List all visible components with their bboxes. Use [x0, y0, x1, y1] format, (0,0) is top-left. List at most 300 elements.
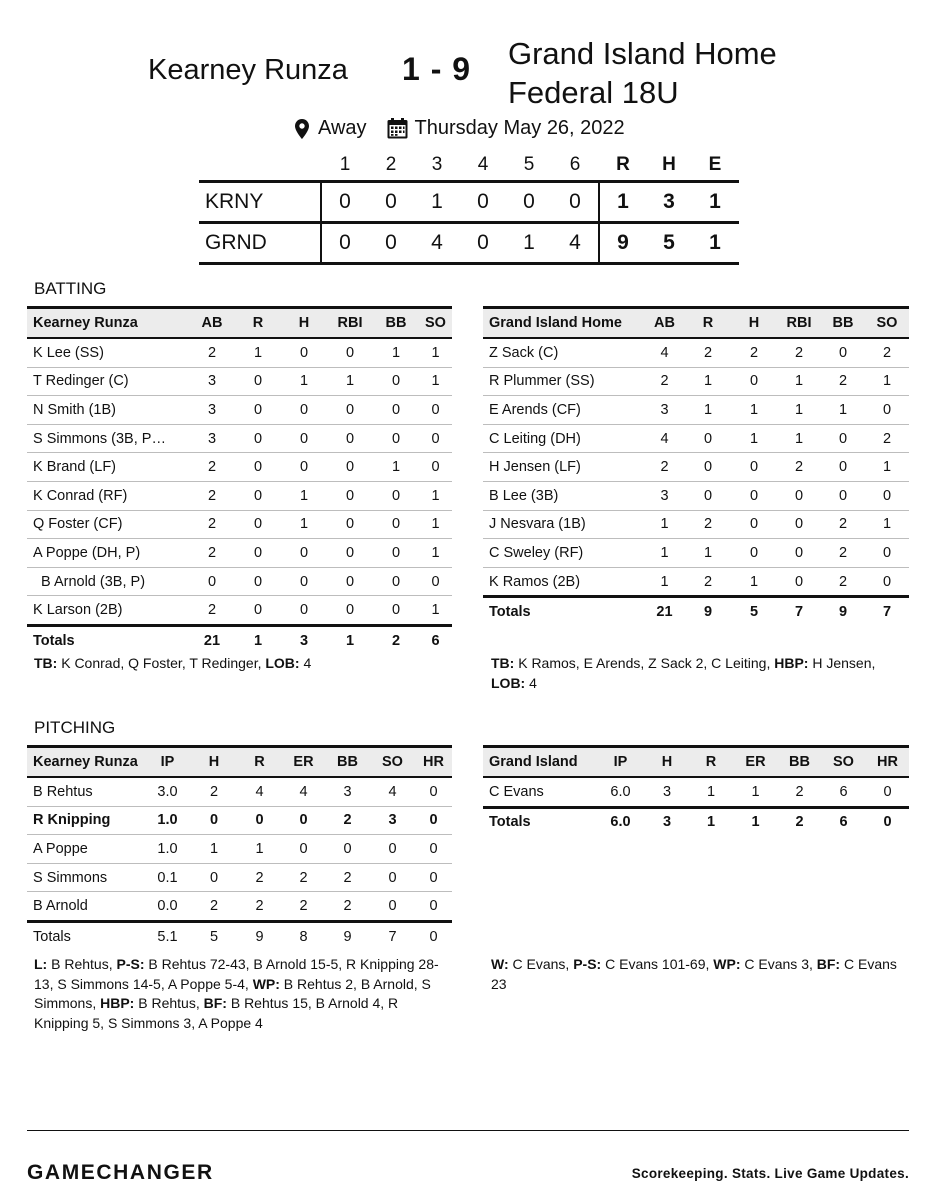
stat-cell: 0: [838, 459, 848, 476]
stat-cell: 3: [299, 632, 309, 649]
note-label: LOB:: [491, 674, 526, 691]
stat-cell: BB: [832, 315, 854, 331]
table-row: [483, 368, 909, 397]
stat-cell: 1: [431, 544, 440, 561]
name-cell: Totals: [33, 632, 75, 649]
line-score: [199, 150, 739, 265]
stat-cell: 1: [253, 344, 263, 361]
stat-cell: 1: [299, 373, 309, 390]
stat-cell: 0: [388, 898, 397, 915]
stat-cell: R: [705, 754, 717, 770]
stat-cell: 0: [345, 401, 355, 418]
home-team-name: Grand Island Home Federal 18U: [508, 36, 777, 110]
stat-cell: 1: [706, 783, 716, 800]
stat-cell: 1: [749, 430, 759, 447]
game-date: Thursday May 26, 2022: [414, 117, 625, 139]
inning-runs: 1: [431, 190, 443, 213]
stat-cell: 1: [299, 516, 309, 533]
stat-cell: 2: [255, 869, 264, 886]
stat-cell: 0: [703, 459, 713, 476]
stat-cell: 3: [660, 401, 669, 418]
stat-cell: 0: [299, 344, 309, 361]
name-cell: B Rehtus: [33, 783, 93, 800]
stat-cell: 0: [299, 401, 309, 418]
stat-cell: 0: [429, 840, 438, 857]
stat-cell: 1: [882, 459, 892, 476]
stat-cell: 0: [703, 430, 713, 447]
total-runs: 1: [617, 190, 629, 213]
stat-cell: ER: [293, 754, 314, 770]
stat-cell: 0: [345, 516, 355, 533]
stat-cell: 0: [749, 544, 759, 561]
away-team-name: Kearney Runza: [148, 54, 348, 86]
stat-cell: 0: [882, 401, 892, 418]
stat-cell: 2: [299, 869, 308, 886]
stat-cell: 2: [882, 344, 892, 361]
batting-table-away: [27, 306, 452, 655]
stat-cell: 4: [660, 430, 669, 447]
stat-cell: 1: [794, 401, 804, 418]
gamechanger-logo: GAMECHANGER: [27, 1161, 214, 1184]
stat-cell: 0: [391, 401, 401, 418]
stat-cell: SO: [876, 315, 898, 331]
table-row: [27, 339, 452, 368]
totals-row: [27, 923, 452, 951]
stat-cell: 21: [656, 604, 673, 621]
stat-cell: R: [254, 754, 265, 770]
stat-cell: 1: [838, 401, 848, 418]
note-value: B Rehtus,: [47, 956, 117, 972]
stat-cell: 4: [299, 783, 308, 800]
table-row: [483, 339, 909, 368]
note-value: 4: [525, 674, 537, 691]
runs-header: R: [616, 154, 630, 175]
table-row: [483, 425, 909, 454]
inning-header: 1: [339, 154, 351, 175]
table-row: [27, 511, 452, 540]
name-cell: R Knipping: [33, 812, 111, 829]
name-cell: E Arends (CF): [489, 401, 581, 418]
note-label: BF:: [203, 995, 227, 1011]
stat-cell: 1: [749, 573, 759, 590]
note-value: C Evans 101-69,: [601, 956, 714, 972]
stat-cell: 1: [431, 602, 440, 619]
stat-cell: 0: [391, 544, 401, 561]
stat-cell: 4: [388, 783, 397, 800]
stat-cell: 0: [299, 812, 308, 829]
inning-header: 6: [569, 154, 581, 175]
note-label: L:: [34, 956, 48, 972]
name-cell: Grand Island Home: [489, 315, 622, 331]
note-value: B Rehtus,: [134, 995, 204, 1011]
stat-cell: 2: [795, 814, 804, 831]
stat-cell: 0: [255, 812, 264, 829]
inning-runs: 1: [523, 231, 535, 254]
stat-cell: 0: [391, 516, 401, 533]
stat-cell: 1.0: [157, 812, 178, 829]
stat-cell: 0: [429, 898, 438, 915]
stat-cell: 0: [749, 373, 759, 390]
table-header-row: [27, 306, 452, 339]
name-cell: A Poppe: [33, 840, 88, 857]
stat-cell: 1: [660, 516, 669, 533]
table-row: [483, 778, 909, 809]
note-label: LOB:: [265, 655, 300, 671]
table-row: [27, 778, 452, 807]
note-value: H Jensen,: [808, 655, 876, 671]
total-hits: 3: [663, 190, 675, 213]
stat-cell: 9: [343, 928, 352, 945]
stat-cell: 0: [429, 812, 438, 829]
stat-cell: 2: [703, 344, 713, 361]
team-abbrev: GRND: [205, 231, 267, 254]
footer-tagline: Scorekeeping. Stats. Live Game Updates.: [631, 1166, 909, 1181]
note-label: HBP:: [774, 655, 809, 671]
stat-cell: 4: [255, 783, 264, 800]
stat-cell: 6: [431, 632, 440, 649]
stat-cell: 2: [794, 344, 804, 361]
total-hits: 5: [663, 231, 675, 254]
batting-notes-home: [491, 654, 891, 693]
calendar-icon: [387, 118, 408, 139]
table-row: [27, 596, 452, 627]
table-row: [27, 864, 452, 893]
stat-cell: 0: [431, 573, 440, 590]
name-cell: B Lee (3B): [489, 487, 559, 504]
hits-header: H: [662, 154, 676, 175]
stat-cell: AB: [654, 315, 675, 331]
stat-cell: BB: [337, 754, 358, 770]
stat-cell: 3: [207, 430, 217, 447]
stat-cell: 2: [795, 783, 804, 800]
stat-cell: 9: [703, 604, 713, 621]
stat-cell: 2: [703, 516, 713, 533]
stat-cell: 0: [882, 487, 892, 504]
stat-cell: H: [208, 754, 220, 770]
stat-cell: R: [702, 315, 714, 331]
stat-cell: 0: [429, 783, 438, 800]
inning-runs: 0: [523, 190, 535, 213]
stat-cell: 2: [838, 573, 848, 590]
stat-cell: 1: [431, 516, 440, 533]
stat-cell: H: [748, 315, 760, 331]
inning-header: 2: [385, 154, 397, 175]
final-score: 1 - 9: [402, 51, 472, 87]
inning-runs: 0: [339, 190, 351, 213]
name-cell: K Ramos (2B): [489, 573, 581, 590]
inning-runs: 0: [385, 190, 397, 213]
inning-runs: 0: [477, 231, 489, 254]
stat-cell: 5: [749, 604, 759, 621]
line-score-row-home: [199, 221, 739, 265]
stat-cell: 3: [660, 487, 669, 504]
stat-cell: SO: [425, 315, 446, 331]
stat-cell: 0: [431, 430, 440, 447]
name-cell: Totals: [489, 604, 531, 621]
name-cell: K Larson (2B): [33, 602, 123, 619]
stat-cell: 0: [299, 430, 309, 447]
stat-cell: 1: [660, 573, 669, 590]
stat-cell: 1: [749, 401, 759, 418]
footer-divider: [27, 1130, 909, 1131]
note-value: C Evans,: [508, 956, 574, 972]
stat-cell: 3: [662, 783, 672, 800]
stat-cell: 0: [299, 840, 308, 857]
table-row: [27, 453, 452, 482]
note-value: B Rehtus 15, B Arnold 4, R Knipping 5, S Simmons 3, A Poppe 4: [34, 995, 399, 1031]
table-row: [483, 396, 909, 425]
stat-cell: 0.0: [157, 898, 178, 915]
stat-cell: 2: [207, 544, 217, 561]
table-row: [27, 396, 452, 425]
inning-runs: 0: [477, 190, 489, 213]
stat-cell: 0: [253, 487, 263, 504]
stat-cell: 1: [751, 814, 760, 831]
stat-cell: 0: [209, 812, 219, 829]
stat-cell: 3.0: [157, 783, 178, 800]
stat-cell: 2: [255, 898, 264, 915]
stat-cell: 0: [207, 573, 217, 590]
team-abbrev: KRNY: [205, 190, 264, 213]
table-header-row: [27, 745, 452, 778]
note-label: P-S:: [573, 956, 602, 972]
name-cell: B Arnold: [33, 898, 88, 915]
stat-cell: 1: [391, 344, 401, 361]
stat-cell: 9: [838, 604, 848, 621]
table-row: [483, 568, 909, 599]
stat-cell: 2: [343, 869, 352, 886]
stat-cell: ER: [745, 754, 766, 770]
table-row: [483, 482, 909, 511]
stat-cell: 7: [794, 604, 804, 621]
inning-header: 4: [477, 154, 489, 175]
stat-cell: 0: [391, 487, 401, 504]
batting-notes-away: [34, 654, 444, 674]
name-cell: S Simmons: [33, 869, 108, 886]
stat-cell: 2: [794, 459, 804, 476]
stat-cell: 1: [299, 487, 309, 504]
name-cell: Kearney Runza: [33, 315, 138, 331]
stat-cell: 2: [660, 459, 669, 476]
stat-cell: 0: [431, 459, 440, 476]
note-label: WP:: [713, 956, 741, 972]
stat-cell: 1: [345, 373, 355, 390]
note-value: K Conrad, Q Foster, T Redinger,: [57, 655, 266, 671]
stat-cell: 0: [343, 840, 352, 857]
table-row: [27, 568, 452, 597]
note-value: C Evans 23: [491, 956, 897, 992]
inning-runs: 0: [385, 231, 397, 254]
note-label: HBP:: [100, 995, 135, 1011]
stat-cell: 1: [345, 632, 355, 649]
stat-cell: 0: [345, 487, 355, 504]
stat-cell: 0: [345, 544, 355, 561]
inning-runs: 0: [339, 231, 351, 254]
stat-cell: SO: [382, 754, 403, 770]
stat-cell: 0: [794, 516, 804, 533]
name-cell: J Nesvara (1B): [489, 516, 586, 533]
stat-cell: 2: [838, 516, 848, 533]
stat-cell: 0: [253, 573, 263, 590]
table-row: [483, 539, 909, 568]
stat-cell: HR: [877, 754, 898, 770]
stat-cell: 0: [883, 783, 892, 800]
note-value: B Rehtus 72-43, B Arnold 15-5, R Knipping 28-13, S Simmons 14-5, A Poppe 5-4,: [34, 956, 439, 992]
stat-cell: 0: [253, 544, 263, 561]
stat-cell: 0: [345, 430, 355, 447]
name-cell: C Evans: [489, 783, 544, 800]
stat-cell: 0: [253, 373, 263, 390]
stat-cell: 2: [749, 344, 759, 361]
stat-cell: 1: [703, 401, 713, 418]
table-header-row: [483, 306, 909, 339]
stat-cell: BB: [789, 754, 810, 770]
inning-runs: 4: [569, 231, 581, 254]
name-cell: H Jensen (LF): [489, 459, 581, 476]
stat-cell: 1: [703, 544, 713, 561]
stat-cell: 3: [343, 783, 352, 800]
stat-cell: 7: [882, 604, 892, 621]
stat-cell: 0: [429, 928, 438, 945]
location-pin-icon: [295, 119, 309, 139]
stat-cell: 0: [253, 459, 263, 476]
stat-cell: 6: [839, 814, 848, 831]
stat-cell: 2: [343, 898, 352, 915]
stat-cell: 1: [703, 373, 713, 390]
stat-cell: 6: [839, 783, 848, 800]
stat-cell: 2: [209, 783, 219, 800]
stat-cell: 6.0: [610, 783, 631, 800]
stat-cell: 2: [207, 516, 217, 533]
stat-cell: 0: [391, 373, 401, 390]
stat-cell: 9: [255, 928, 264, 945]
stat-cell: 2: [207, 344, 217, 361]
stat-cell: 0: [345, 459, 355, 476]
pitching-notes-away: [34, 955, 444, 1033]
table-row: [27, 368, 452, 397]
name-cell: K Conrad (RF): [33, 487, 128, 504]
note-label: W:: [491, 956, 509, 972]
note-label: P-S:: [116, 956, 145, 972]
table-row: [483, 511, 909, 540]
stat-cell: 0: [391, 602, 401, 619]
note-label: BF:: [816, 956, 841, 972]
stat-cell: 0: [391, 573, 401, 590]
name-cell: K Brand (LF): [33, 459, 116, 476]
stat-cell: 0: [299, 544, 309, 561]
name-cell: Totals: [489, 814, 531, 831]
stat-cell: 0: [345, 602, 355, 619]
line-score-row-away: [199, 180, 739, 221]
batting-table-home: [483, 306, 909, 626]
stat-cell: 2: [838, 544, 848, 561]
stat-cell: RBI: [337, 315, 363, 331]
stat-cell: 1: [794, 430, 804, 447]
stat-cell: 1: [706, 814, 716, 831]
name-cell: A Poppe (DH, P): [33, 544, 141, 561]
name-cell: Z Sack (C): [489, 344, 559, 361]
stat-cell: H: [661, 754, 673, 770]
stat-cell: AB: [201, 315, 223, 331]
stat-cell: R: [252, 315, 264, 331]
name-cell: Grand Island: [489, 754, 578, 770]
name-cell: Kearney Runza: [33, 754, 138, 770]
stat-cell: 0: [345, 573, 355, 590]
name-cell: B Arnold (3B, P): [33, 573, 146, 590]
total-errors: 1: [709, 231, 721, 254]
stat-cell: 21: [203, 632, 221, 649]
name-cell: S Simmons (3B, P…: [33, 430, 166, 447]
stat-cell: 0: [838, 487, 848, 504]
name-cell: N Smith (1B): [33, 401, 116, 418]
stat-cell: 0: [253, 401, 263, 418]
stat-cell: 0.1: [157, 869, 178, 886]
stat-cell: 0: [345, 344, 355, 361]
table-row: [27, 425, 452, 454]
table-row: [27, 539, 452, 568]
name-cell: Totals: [33, 928, 71, 945]
note-value: 4: [299, 655, 312, 671]
stat-cell: 0: [838, 430, 848, 447]
name-cell: C Leiting (DH): [489, 430, 581, 447]
stat-cell: HR: [423, 754, 444, 770]
stat-cell: 8: [299, 928, 308, 945]
stat-cell: 0: [253, 516, 263, 533]
stat-cell: BB: [385, 315, 407, 331]
stat-cell: 0: [882, 544, 892, 561]
totals-row: [483, 809, 909, 837]
pitching-table-home: [483, 745, 909, 836]
stat-cell: IP: [160, 754, 175, 770]
stat-cell: 0: [253, 602, 263, 619]
stat-cell: 0: [794, 487, 804, 504]
name-cell: C Sweley (RF): [489, 544, 584, 561]
stat-cell: 1: [431, 373, 440, 390]
stat-cell: 2: [299, 898, 308, 915]
table-row: [483, 453, 909, 482]
stat-cell: 0: [209, 869, 219, 886]
stat-cell: 1: [255, 840, 264, 857]
inning-header: 3: [431, 154, 443, 175]
stat-cell: 2: [882, 430, 892, 447]
stat-cell: 2: [207, 487, 217, 504]
stat-cell: 0: [299, 459, 309, 476]
stat-cell: 2: [660, 373, 669, 390]
inning-header: 5: [523, 154, 535, 175]
stat-cell: 2: [391, 632, 401, 649]
stat-cell: 0: [253, 430, 263, 447]
note-label: TB:: [34, 655, 58, 671]
stat-cell: 2: [209, 898, 219, 915]
stat-cell: 1: [253, 632, 263, 649]
errors-header: E: [708, 154, 722, 175]
note-value: K Ramos, E Arends, Z Sack 2, C Leiting,: [514, 655, 775, 671]
name-cell: R Plummer (SS): [489, 373, 595, 390]
stat-cell: 0: [703, 487, 713, 504]
stat-cell: 1: [391, 459, 401, 476]
stat-cell: 6.0: [610, 814, 631, 831]
note-value: C Evans 3,: [740, 956, 817, 972]
inning-runs: 4: [431, 231, 443, 254]
stat-cell: 3: [662, 814, 672, 831]
pitching-table-away: [27, 745, 452, 951]
stat-cell: 2: [343, 812, 352, 829]
stat-cell: 0: [749, 516, 759, 533]
stat-cell: 5.1: [157, 928, 178, 945]
table-row: [27, 482, 452, 511]
name-cell: K Lee (SS): [33, 344, 104, 361]
stat-cell: 0: [429, 869, 438, 886]
